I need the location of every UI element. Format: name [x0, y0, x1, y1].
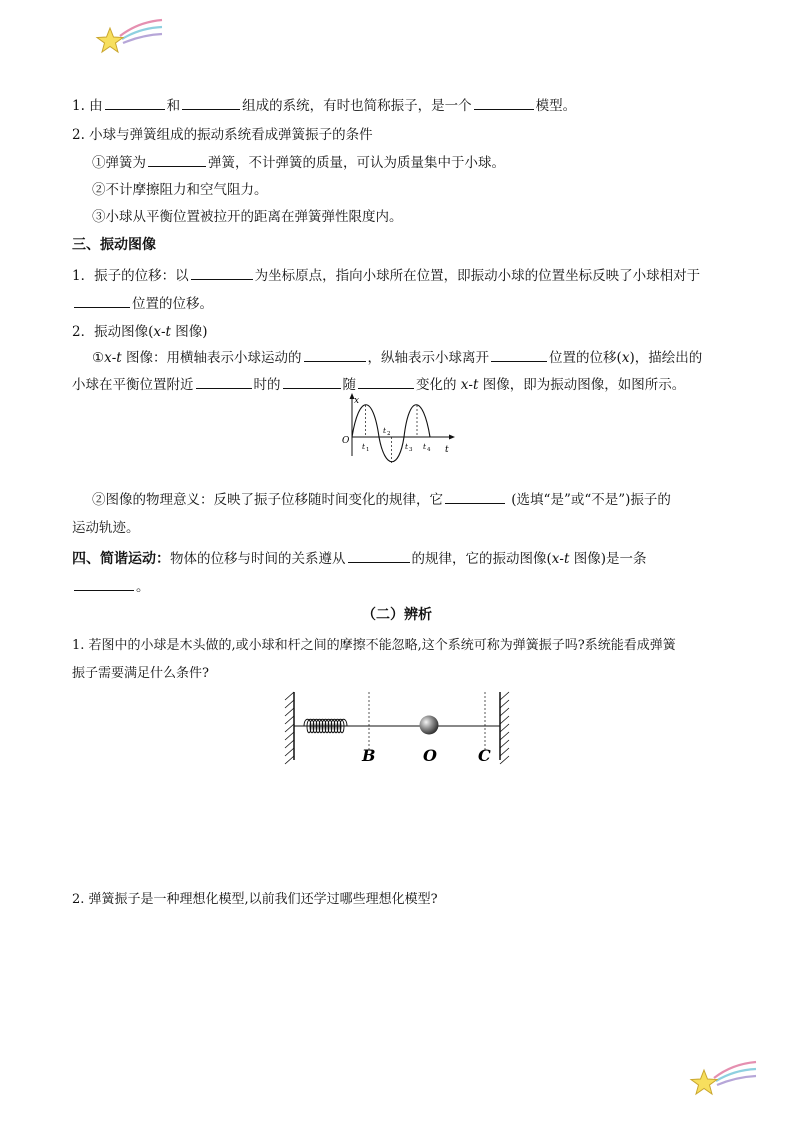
answer-blank[interactable] — [196, 387, 252, 389]
heading-text: 四、简谐运动： — [72, 551, 170, 567]
x-var: x — [104, 350, 112, 366]
text: 为坐标原点，指向小球所在位置，即振动小球的位置坐标反映了小球相对于 — [254, 268, 701, 284]
graph-meaning — [92, 488, 671, 508]
text: 2．振动图像( — [72, 324, 154, 340]
answer-blank[interactable] — [445, 502, 505, 504]
point-c-label: C — [478, 746, 491, 765]
text: 时的 — [253, 377, 281, 393]
text: 。 — [136, 579, 150, 595]
t-var: t — [563, 551, 570, 567]
left-wall — [285, 692, 294, 764]
answer-blank[interactable] — [491, 360, 547, 362]
t2-label: t — [383, 426, 387, 435]
text: 图像：用横轴表示小球运动的 — [121, 350, 302, 366]
text: - — [160, 324, 166, 340]
text: 1．振子的位移：以 — [72, 268, 189, 284]
xt-graph-desc-1 — [92, 346, 702, 366]
text: 图像)是一条 — [569, 551, 647, 567]
text: 物体的位移与时间的关系遵从 — [170, 551, 346, 567]
ball — [420, 716, 439, 735]
text: 位置的位移( — [549, 350, 622, 366]
condition-title: 2. 小球与弹簧组成的振动系统看成弹簧振子的条件 — [72, 127, 373, 143]
answer-blank[interactable] — [182, 108, 240, 110]
text: 变化的 — [416, 377, 461, 393]
x-var: x — [621, 350, 630, 366]
t1-sub: 1 — [366, 447, 370, 453]
text: 模型。 — [535, 98, 577, 114]
analysis-heading: （二）辨析 — [362, 607, 432, 623]
t3-sub: 3 — [409, 447, 413, 453]
xt-graph-desc-2 — [72, 373, 685, 393]
t3-label: t — [405, 442, 409, 451]
answer-blank[interactable] — [348, 561, 410, 563]
intro-line-1 — [72, 94, 576, 114]
x-label: t — [445, 445, 449, 455]
condition-3: ③小球从平衡位置被拉开的距离在弹簧弹性限度内。 — [92, 209, 403, 225]
text: ① — [92, 350, 105, 366]
answer-blank[interactable] — [474, 108, 534, 110]
text: 图像，即为振动图像，如图所示。 — [478, 377, 686, 393]
x-axis-arrow — [449, 435, 455, 440]
text: - — [468, 377, 473, 393]
text: - — [559, 551, 564, 567]
answer-blank[interactable] — [74, 306, 130, 308]
t4-label: t — [423, 442, 427, 451]
xt-sine-graph — [338, 392, 460, 464]
text: 组成的系统，有时也简称振子，是一个 — [242, 98, 472, 114]
displacement-line — [72, 264, 700, 284]
t-var: t — [116, 350, 122, 366]
text: 位置的位移。 — [132, 296, 213, 312]
x-var: x — [551, 551, 560, 567]
right-wall — [500, 692, 509, 764]
shooting-star-icon — [688, 1058, 760, 1100]
t-var: t — [165, 324, 171, 340]
point-o-label: O — [423, 746, 437, 765]
text: 1. 由 — [72, 98, 103, 114]
answer-blank[interactable] — [191, 278, 253, 280]
text: )，描绘出的 — [629, 350, 703, 366]
text: ②图像的物理意义：反映了振子位移随时间变化的规律，它 — [92, 492, 443, 508]
answer-blank[interactable] — [358, 387, 414, 389]
text: ，纵轴表示小球离开 — [367, 350, 490, 366]
origin-label: O — [342, 436, 350, 446]
text: (选填“是”或“不是”)振子的 — [507, 492, 671, 508]
text: - — [111, 350, 117, 366]
answer-blank[interactable] — [148, 165, 206, 167]
t-var: t — [472, 377, 479, 393]
text: 图像) — [170, 324, 208, 340]
spring-oscillator-figure — [282, 690, 516, 768]
xt-graph-title — [72, 320, 208, 340]
condition-1 — [92, 151, 505, 171]
answer-blank[interactable] — [105, 108, 165, 110]
y-label: x — [354, 396, 360, 406]
text: 和 — [166, 98, 181, 114]
shooting-star-icon — [94, 16, 166, 58]
question-1-cont: 振子需要满足什么条件? — [72, 666, 209, 681]
answer-blank[interactable] — [283, 387, 341, 389]
point-b-label: B — [362, 746, 376, 765]
section-heading-4 — [72, 547, 646, 568]
text: ①弹簧为 — [92, 155, 146, 171]
text: 小球在平衡位置附近 — [72, 377, 194, 393]
displacement-line-2 — [72, 292, 213, 312]
question-1: 1. 若图中的小球是木头做的,或小球和杆之间的摩擦不能忽略,这个系统可称为弹簧振子吗?系统能看成弹簧 — [72, 638, 676, 653]
section-heading-3: 三、振动图像 — [72, 237, 156, 253]
t4-sub: 4 — [427, 447, 431, 453]
text: 的规律，它的振动图像( — [411, 551, 552, 567]
text: 随 — [342, 377, 356, 393]
t2-sub: 2 — [387, 431, 391, 437]
condition-2: ②不计摩擦阻力和空气阻力。 — [92, 182, 268, 198]
t1-label: t — [362, 442, 366, 451]
answer-blank[interactable] — [304, 360, 366, 362]
answer-blank[interactable] — [74, 589, 134, 591]
sine-curve — [352, 405, 430, 462]
section-heading-4-line-2 — [72, 575, 150, 595]
x-var: x — [153, 324, 161, 340]
x-var: x — [460, 377, 469, 393]
graph-meaning-2: 运动轨迹。 — [72, 520, 140, 536]
question-2: 2. 弹簧振子是一种理想化模型,以前我们还学过哪些理想化模型? — [72, 892, 438, 907]
text: 弹簧，不计弹簧的质量，可认为质量集中于小球。 — [208, 155, 505, 171]
